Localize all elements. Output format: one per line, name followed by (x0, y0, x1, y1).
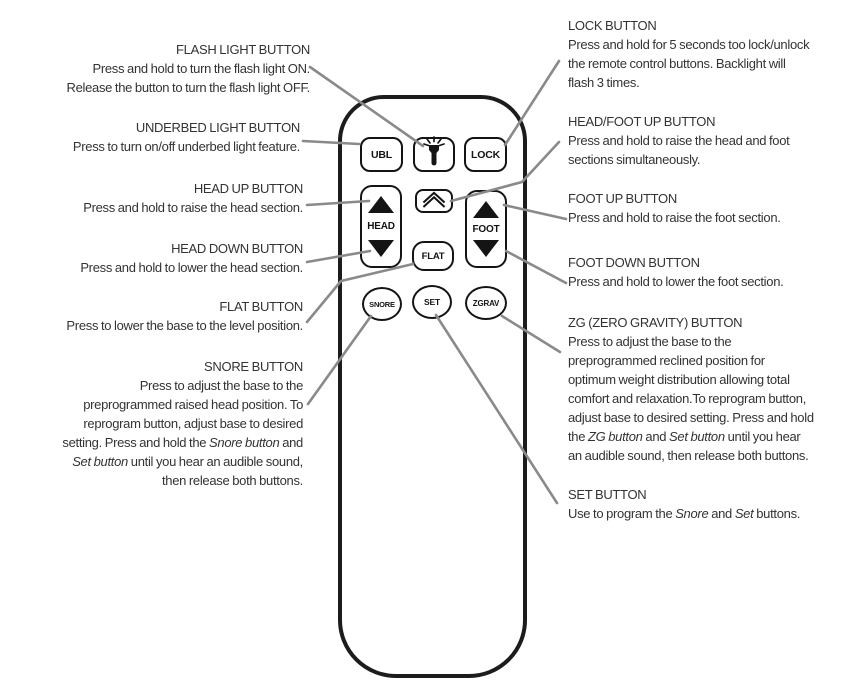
text-segment: buttons. (753, 506, 801, 521)
callout-line (62, 452, 303, 471)
callout-line (62, 433, 303, 452)
callout-line: adjust base to desired setting. Press and hold (568, 410, 814, 425)
callout-line: Press to adjust the base to the (139, 378, 303, 393)
callout-line: preprogrammed raised head position. To (83, 397, 303, 412)
flat-button[interactable] (412, 241, 454, 271)
callout-head-up (83, 179, 303, 217)
callout-flat (66, 297, 303, 335)
callout-heading: HEAD DOWN BUTTON (171, 241, 303, 256)
foot-down-arrow-icon[interactable] (473, 240, 499, 257)
text-segment: Set (734, 506, 754, 521)
callout-line: Press and hold for 5 seconds too lock/unlock (568, 37, 810, 52)
text-segment: Snore (675, 506, 709, 521)
callout-line: flash 3 times. (568, 75, 640, 90)
callout-snore (62, 357, 303, 490)
callout-heading: UNDERBED LIGHT BUTTON (135, 120, 300, 135)
zgrav-button-label: ZGRAV (472, 298, 500, 308)
text-segment: until you hear an audible sound, (127, 454, 303, 469)
callout-line (568, 504, 800, 523)
callout-line: an audible sound, then release both buttons. (568, 448, 809, 463)
callout-line: Release the button to turn the flash light OFF. (66, 80, 310, 95)
set-button-label: SET (424, 297, 440, 307)
callout-line: comfort and relaxation.To reprogram button, (568, 391, 807, 406)
head-down-arrow-icon[interactable] (368, 240, 394, 257)
callout-heading: LOCK BUTTON (568, 18, 657, 33)
ubl-button[interactable] (360, 137, 403, 172)
text-segment: Set button (669, 429, 725, 444)
callout-line (568, 427, 814, 446)
callout-foot-up (568, 189, 781, 227)
callout-line: Press to turn on/off underbed light feature. (72, 139, 300, 154)
text-segment: the (568, 429, 588, 444)
foot-rocker-button[interactable] (465, 190, 507, 268)
callout-line: then release both buttons. (161, 473, 303, 488)
callout-line: Press to lower the base to the level position. (66, 318, 303, 333)
callout-heading: HEAD/FOOT UP BUTTON (568, 114, 716, 129)
ubl-button-label: UBL (371, 148, 392, 161)
head-rocker-label: HEAD (367, 221, 395, 232)
callout-foot-down (568, 253, 783, 291)
snore-button-label: SNORE (369, 299, 395, 309)
text-segment: and (279, 435, 303, 450)
callout-heading: FOOT DOWN BUTTON (568, 255, 700, 270)
flat-button-label: FLAT (421, 250, 445, 262)
callout-heading: HEAD UP BUTTON (193, 181, 303, 196)
flashlight-button[interactable] (413, 137, 455, 172)
text-segment: ZG button (587, 429, 643, 444)
flashlight-icon (421, 136, 447, 173)
callout-heading: FOOT UP BUTTON (568, 191, 677, 206)
text-segment: and (708, 506, 735, 521)
callout-line: Press and hold to raise the head and foot (568, 133, 790, 148)
callout-line: Press and hold to turn the flash light ON. (92, 61, 310, 76)
head-foot-up-button[interactable] (415, 189, 453, 213)
callout-line: the remote control buttons. Backlight will (568, 56, 786, 71)
set-button[interactable] (412, 285, 452, 319)
callout-line: sections simultaneously. (568, 152, 701, 167)
text-segment: Use to program the (568, 506, 676, 521)
callout-line: Press and hold to lower the foot section. (568, 274, 784, 289)
callout-line: Press and hold to raise the foot section. (568, 210, 781, 225)
callout-line: Press and hold to lower the head section. (80, 260, 303, 275)
snore-button[interactable] (362, 287, 402, 321)
callout-set (568, 485, 800, 523)
callout-heading: ZG (ZERO GRAVITY) BUTTON (568, 315, 743, 330)
callout-heading: SNORE BUTTON (204, 359, 303, 374)
head-rocker-button[interactable] (360, 185, 402, 268)
callout-lock (568, 16, 809, 92)
zgrav-button[interactable] (465, 286, 507, 320)
callout-underbed-light (73, 118, 300, 156)
lock-button[interactable] (464, 137, 507, 172)
text-segment: setting. Press and hold the (62, 435, 210, 450)
double-chevron-up-icon (419, 189, 449, 214)
callout-head-down (80, 239, 303, 277)
callout-line: Press to adjust the base to the (568, 334, 732, 349)
text-segment: until you hear (724, 429, 801, 444)
callout-heading: SET BUTTON (568, 487, 647, 502)
foot-rocker-label: FOOT (472, 223, 500, 235)
callout-zero-gravity (568, 313, 814, 465)
text-segment: Set button (72, 454, 128, 469)
callout-line: optimum weight distribution allowing total (568, 372, 790, 387)
remote-body (338, 95, 527, 678)
callout-line: reprogram button, adjust base to desired (83, 416, 303, 431)
callout-headfoot-up (568, 112, 789, 169)
text-segment: Snore button (209, 435, 280, 450)
callout-heading: FLASH LIGHT BUTTON (176, 42, 310, 57)
text-segment: and (642, 429, 670, 444)
head-up-arrow-icon[interactable] (368, 196, 394, 213)
foot-up-arrow-icon[interactable] (473, 201, 499, 218)
callout-line: Press and hold to raise the head section. (83, 200, 303, 215)
lock-button-label: LOCK (471, 148, 500, 161)
callout-heading: FLAT BUTTON (219, 299, 303, 314)
callout-flash-light (67, 40, 311, 97)
callout-line: preprogrammed reclined position for (568, 353, 765, 368)
